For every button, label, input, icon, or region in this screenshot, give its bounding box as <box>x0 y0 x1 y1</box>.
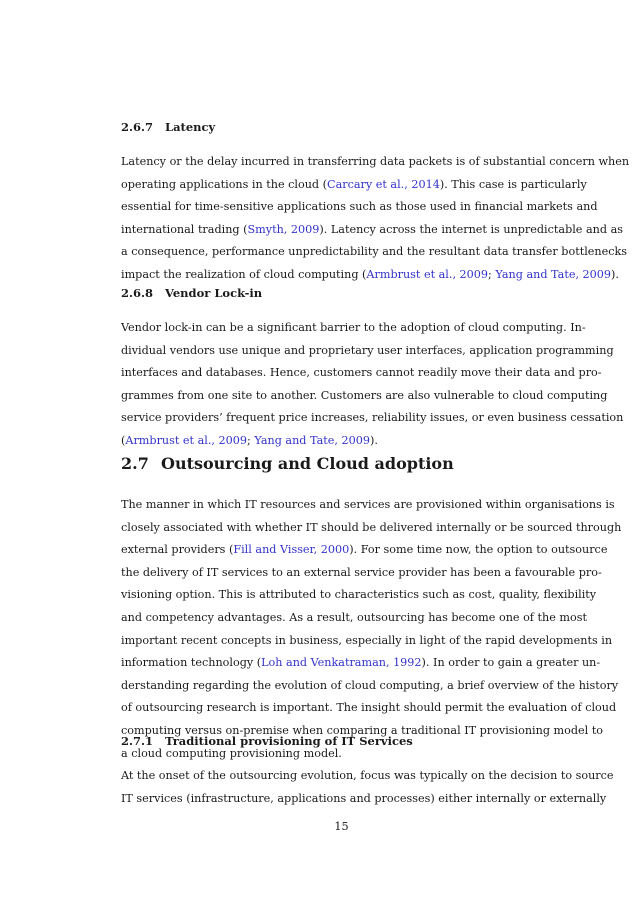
text-line <box>121 788 607 811</box>
text-line <box>121 385 608 408</box>
text-line <box>121 494 615 517</box>
text-line <box>121 697 617 720</box>
subsection-title: Vendor Lock-in <box>165 286 263 300</box>
text-run: operating applications in the cloud ( <box>121 177 328 191</box>
text-line <box>121 765 614 788</box>
text-line <box>121 652 601 675</box>
citation-link[interactable]: Yang and Tate, 2009 <box>495 267 612 281</box>
text-run: At the onset of the outsourcing evolution, focus was typically on the decision to source <box>121 769 614 782</box>
citation-link[interactable]: Fill and Visser, 2000 <box>233 543 350 557</box>
text-run: ( <box>121 433 126 447</box>
text-run: service providers’ frequent price increases, reliability issues, or even business cessation <box>121 411 624 425</box>
text-line <box>121 430 562 453</box>
text-run: Latency or the delay incurred in transferring data packets is of substantial concern when <box>121 155 630 168</box>
text-line <box>121 539 608 562</box>
subsection-number: 2.6.8 <box>121 286 154 300</box>
text-run: visioning option. This is attributed to characteristics such as cost, quality, flexibility <box>121 588 597 602</box>
section-title: Outsourcing and Cloud adoption <box>161 454 454 473</box>
text-line <box>121 407 624 430</box>
text-line <box>121 562 602 585</box>
citation-link[interactable]: Armbrust et al., 2009 <box>125 433 247 447</box>
text-run: a consequence, performance unpredictability and the resultant data transfer bottlenecks <box>121 245 628 259</box>
text-run: The manner in which IT resources and services are provisioned within organisations is <box>121 498 615 511</box>
subsection-title: Latency <box>165 120 216 134</box>
subsection-number: 2.7.1 <box>121 734 154 748</box>
document-page <box>121 0 630 902</box>
text-line <box>121 196 598 219</box>
text-run: dividual vendors use unique and proprietary user interfaces, application programming <box>121 343 614 357</box>
text-run: the delivery of IT services to an external service provider has been a favourable pro- <box>121 565 602 579</box>
text-line <box>121 241 628 264</box>
paragraph-latency <box>121 151 630 287</box>
text-run: information technology ( <box>121 656 262 670</box>
text-run: ; <box>488 267 496 281</box>
text-run: ). For some time now, the option to outsource <box>349 543 608 557</box>
text-line <box>121 517 622 540</box>
text-run: ). <box>369 433 378 447</box>
text-run: interfaces and databases. Hence, customers cannot readily move their data and pro- <box>121 366 602 380</box>
section-heading-outsourcing <box>121 454 454 473</box>
text-line <box>121 584 597 607</box>
text-line <box>121 362 602 385</box>
text-line <box>121 607 587 630</box>
section-number: 2.7 <box>121 454 149 473</box>
text-run: ). In order to gain a greater un- <box>421 656 601 670</box>
text-line <box>121 264 619 287</box>
subsection-heading-latency <box>121 120 215 134</box>
text-run: international trading ( <box>121 222 248 236</box>
text-run: of outsourcing research is important. The insight should permit the evaluation of cloud <box>121 701 617 715</box>
text-line <box>121 151 630 174</box>
page-number: 15 <box>334 820 349 833</box>
text-line <box>121 630 613 653</box>
text-run: ). Latency across the internet is unpredictable and as <box>319 222 623 236</box>
text-line <box>121 317 586 340</box>
citation-link[interactable]: Yang and Tate, 2009 <box>254 433 370 447</box>
text-run: IT services (infrastructure, applications and processes) either internally or externally <box>121 791 607 805</box>
text-run: computing versus on-premise when comparing a traditional IT provisioning model to <box>121 723 604 737</box>
subsection-number: 2.6.7 <box>121 120 154 134</box>
subsection-heading-vendor-lockin <box>121 286 262 300</box>
text-run: a cloud computing provisioning model. <box>121 746 342 760</box>
text-run: ). <box>611 267 619 281</box>
paragraph-traditional <box>121 765 614 810</box>
text-run: derstanding regarding the evolution of cloud computing, a brief overview of the history <box>121 678 619 692</box>
text-run: and competency advantages. As a result, outsourcing has become one of the most <box>121 610 587 624</box>
text-line <box>121 675 619 698</box>
text-run: essential for time-sensitive applications such as those used in financial markets and <box>121 200 598 214</box>
text-run: important recent concepts in business, especially in light of the rapid developments in <box>121 633 613 647</box>
subsection-title: Traditional provisioning of IT Services <box>165 734 413 748</box>
paragraph-outsourcing <box>121 494 622 765</box>
text-run: grammes from one site to another. Customers are also vulnerable to cloud computing <box>121 388 608 402</box>
text-run: ). This case is particularly <box>439 177 587 191</box>
subsection-heading-traditional <box>121 734 413 748</box>
citation-link[interactable]: Armbrust et al., 2009 <box>366 267 489 281</box>
text-line <box>121 174 587 197</box>
text-run: Vendor lock-in can be a significant barrier to the adoption of cloud computing. In- <box>121 321 586 334</box>
text-line <box>121 219 623 242</box>
citation-link[interactable]: Smyth, 2009 <box>247 222 320 236</box>
text-run: external providers ( <box>121 543 234 557</box>
text-run: ; <box>246 433 255 447</box>
text-run: closely associated with whether IT should be delivered internally or be sourced through <box>121 520 622 534</box>
paragraph-vendor-lockin <box>121 317 624 453</box>
text-line <box>121 340 614 363</box>
citation-link[interactable]: Loh and Venkatraman, 1992 <box>261 656 422 670</box>
citation-link[interactable]: Carcary et al., 2014 <box>327 177 440 191</box>
text-run: impact the realization of cloud computing ( <box>121 267 367 281</box>
